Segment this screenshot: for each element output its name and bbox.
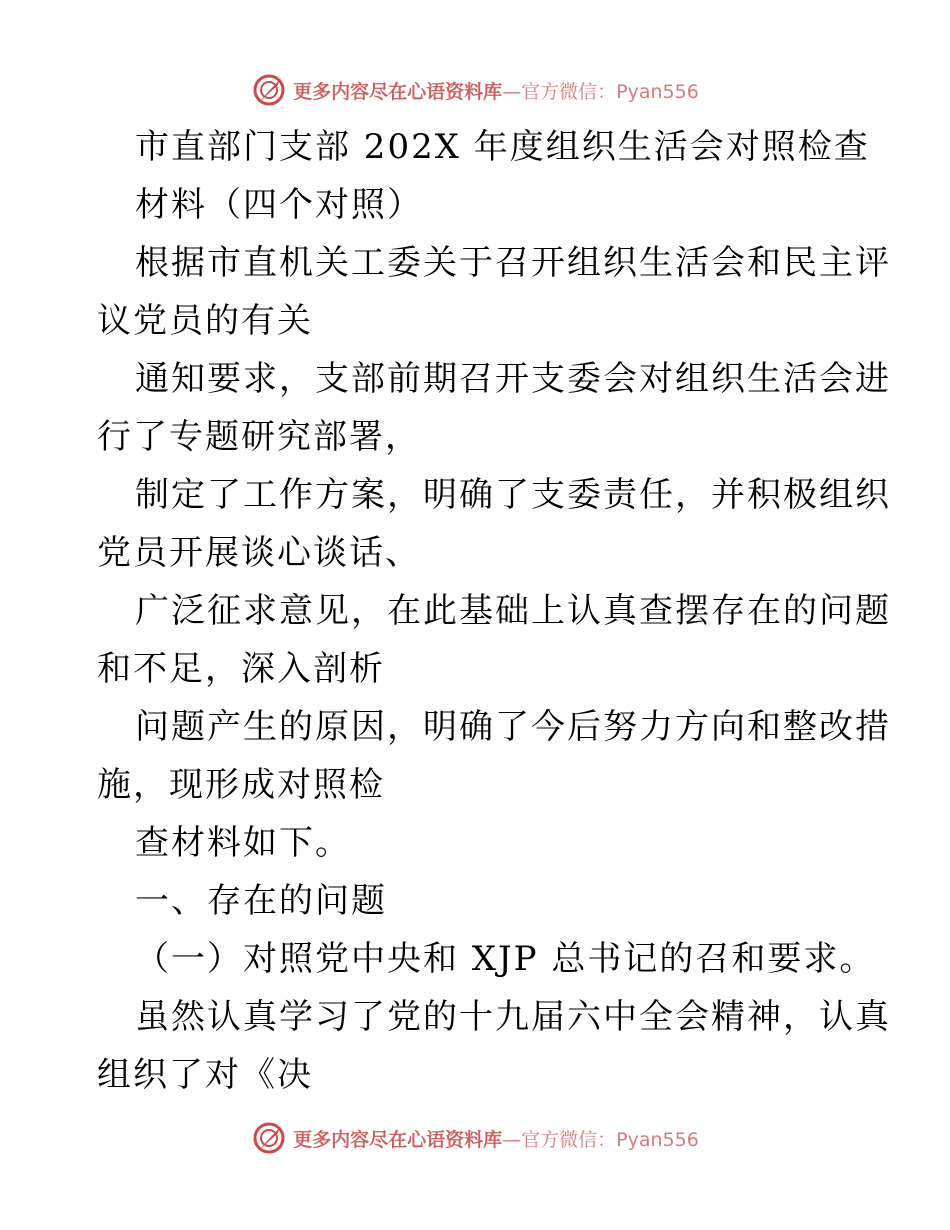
- footer-watermark: [0, 1118, 950, 1158]
- watermark-text-main: 更多内容尽在心语资料库: [293, 1128, 503, 1151]
- quill-logo-icon: [251, 1120, 287, 1156]
- document-line: 议党员的有关: [97, 301, 313, 341]
- document-line: 制定了工作方案，明确了支委责任，并积极组织: [135, 475, 891, 515]
- document-line: 虽然认真学习了党的十九届六中全会精神，认真: [135, 997, 891, 1037]
- header-watermark: [0, 70, 950, 110]
- document-line: 行了专题研究部署，: [97, 417, 421, 457]
- section-heading: 一、存在的问题: [135, 881, 387, 921]
- document-line: 根据市直机关工委关于召开组织生活会和民主评: [135, 243, 891, 283]
- quill-logo-icon: [251, 72, 287, 108]
- document-line: 问题产生的原因，明确了今后努力方向和整改措: [135, 707, 891, 747]
- watermark-text: [293, 77, 699, 104]
- document-line: 材料（四个对照）: [135, 185, 423, 225]
- watermark-text-tail: —官方微信：Pyan556: [502, 1128, 699, 1151]
- document-line: 市直部门支部 202X 年度组织生活会对照检查: [135, 127, 870, 167]
- document-line: 施，现形成对照检: [97, 765, 385, 805]
- document-line: 党员开展谈心谈话、: [97, 533, 421, 573]
- document-body: [97, 118, 891, 1104]
- document-line: 组织了对《决: [97, 1055, 313, 1095]
- watermark-text-tail: —官方微信：Pyan556: [502, 80, 699, 103]
- document-line: 通知要求，支部前期召开支委会对组织生活会进: [135, 359, 891, 399]
- document-line: 广泛征求意见，在此基础上认真查摆存在的问题: [135, 591, 891, 631]
- watermark-text: [293, 1125, 699, 1152]
- subsection-heading: （一）对照党中央和 XJP 总书记的召和要求。: [135, 939, 876, 979]
- watermark-text-main: 更多内容尽在心语资料库: [293, 80, 503, 103]
- document-line: 查材料如下。: [135, 823, 351, 863]
- document-line: 和不足，深入剖析: [97, 649, 385, 689]
